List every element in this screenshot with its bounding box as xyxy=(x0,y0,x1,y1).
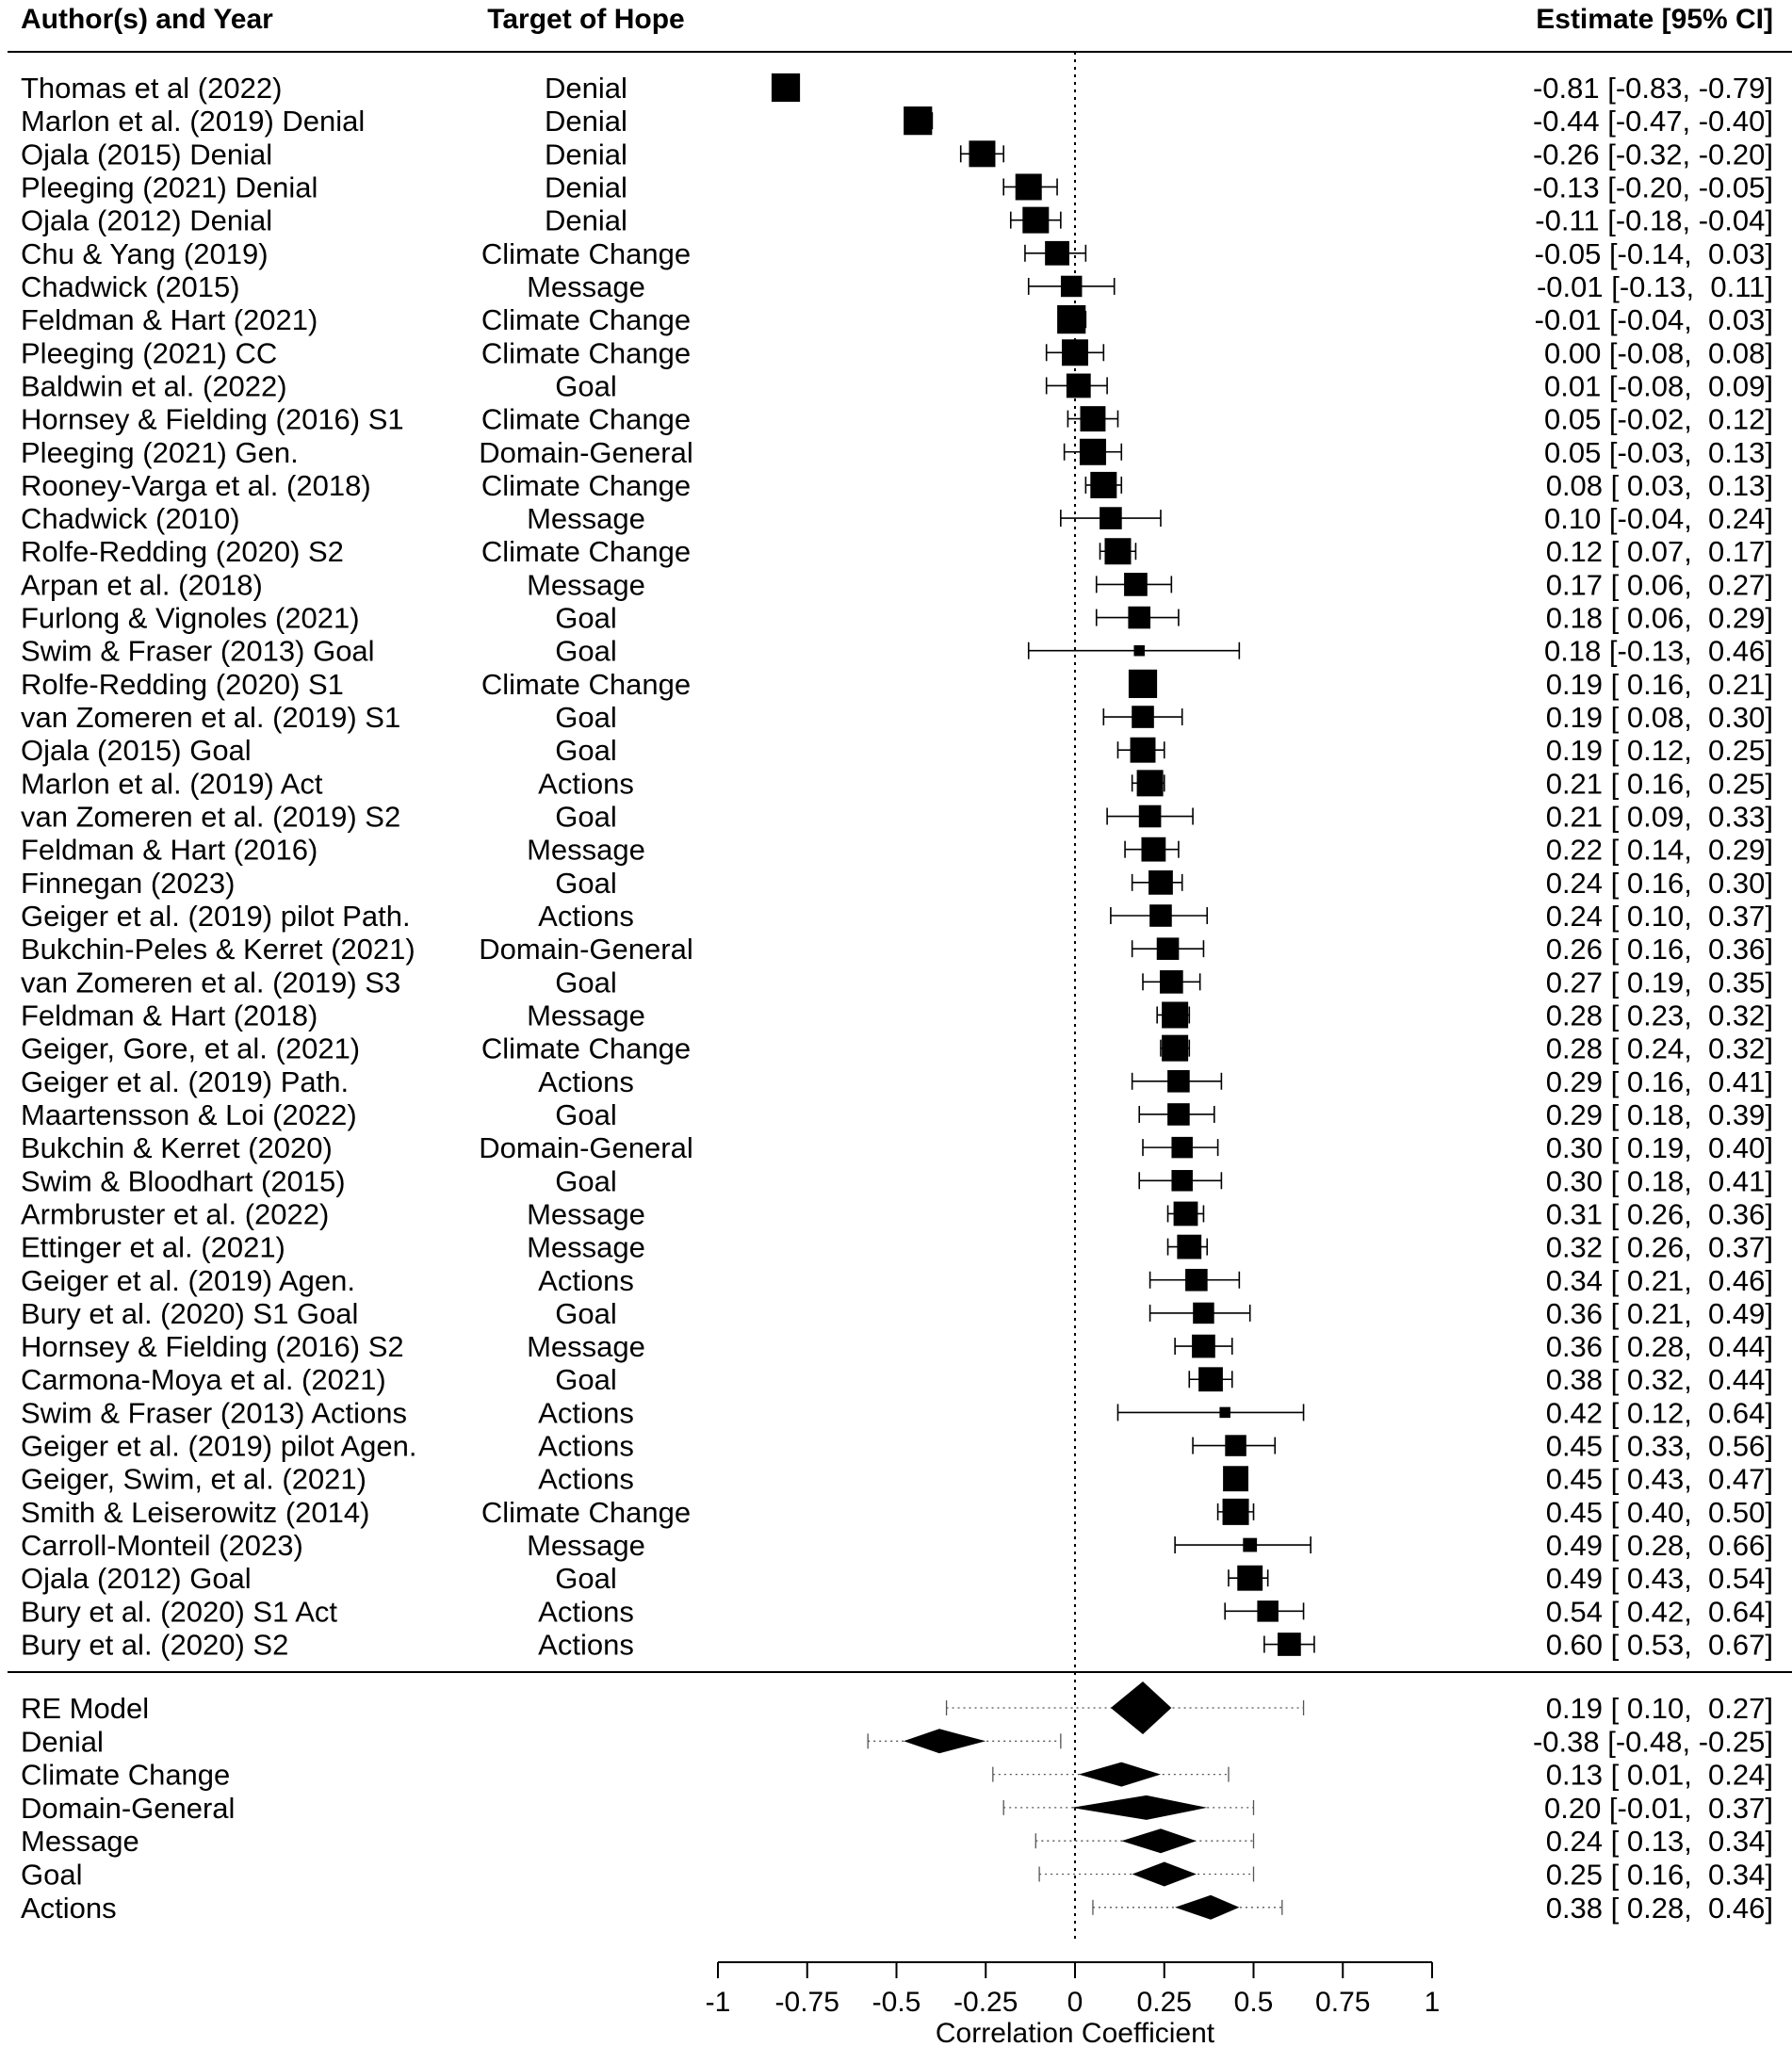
point-estimate xyxy=(1104,538,1131,564)
summary-estimate: 0.25 [ 0.16, 0.34] xyxy=(1545,1858,1773,1892)
study-estimate: 0.08 [ 0.03, 0.13] xyxy=(1545,468,1773,502)
study-estimate: 0.18 [ 0.06, 0.29] xyxy=(1545,601,1773,635)
point-estimate xyxy=(1045,241,1069,266)
point-estimate xyxy=(1192,1335,1215,1358)
study-target: Goal xyxy=(555,601,617,635)
study-target: Actions xyxy=(538,767,634,801)
study-estimate: 0.00 [-0.08, 0.08] xyxy=(1543,336,1773,370)
study-author: Rolfe-Redding (2020) S2 xyxy=(21,535,344,569)
study-author: Swim & Bloodhart (2015) xyxy=(21,1164,346,1198)
point-estimate xyxy=(1124,573,1148,596)
x-tick-label: 0 xyxy=(1067,1987,1083,2018)
study-estimate: -0.01 [-0.13, 0.11] xyxy=(1536,269,1773,303)
study-target: Denial xyxy=(545,171,627,204)
study-author: Ojala (2012) Denial xyxy=(21,203,273,237)
study-target: Message xyxy=(527,833,645,867)
study-estimate: 0.36 [ 0.28, 0.44] xyxy=(1545,1330,1773,1364)
point-estimate xyxy=(1171,1170,1193,1192)
study-estimate: 0.45 [ 0.40, 0.50] xyxy=(1545,1495,1773,1529)
header-target: Target of Hope xyxy=(487,4,685,35)
study-target: Denial xyxy=(545,72,627,105)
point-estimate xyxy=(1237,1566,1263,1591)
study-estimate: 0.28 [ 0.23, 0.32] xyxy=(1545,999,1773,1032)
study-estimate: 0.45 [ 0.43, 0.47] xyxy=(1545,1462,1773,1496)
point-estimate xyxy=(1022,207,1049,234)
study-author: Feldman & Hart (2018) xyxy=(21,999,318,1032)
study-target: Climate Change xyxy=(481,402,692,436)
study-estimate: 0.18 [-0.13, 0.46] xyxy=(1543,634,1773,668)
study-author: Pleeging (2021) CC xyxy=(21,336,278,370)
study-author: Baldwin et al. (2022) xyxy=(21,369,287,403)
study-estimate: 0.24 [ 0.10, 0.37] xyxy=(1545,900,1773,933)
study-author: Finnegan (2023) xyxy=(21,866,236,900)
study-estimate: -0.01 [-0.04, 0.03] xyxy=(1534,303,1773,337)
point-estimate xyxy=(1223,1466,1248,1491)
study-target: Message xyxy=(527,1330,645,1364)
study-author: Swim & Fraser (2013) Goal xyxy=(21,634,375,668)
point-estimate xyxy=(1137,770,1164,796)
study-estimate: 0.31 [ 0.26, 0.36] xyxy=(1545,1197,1773,1231)
study-estimate: -0.81 [-0.83, -0.79] xyxy=(1532,72,1773,105)
x-tick-label: 0.25 xyxy=(1136,1987,1192,2018)
study-estimate: 0.26 [ 0.16, 0.36] xyxy=(1545,933,1773,967)
study-author: Ojala (2015) Goal xyxy=(21,734,252,768)
point-estimate xyxy=(1061,276,1083,298)
study-author: Geiger, Swim, et al. (2021) xyxy=(21,1462,367,1496)
point-estimate xyxy=(1174,1202,1198,1227)
point-estimate xyxy=(1243,1538,1257,1552)
point-estimate xyxy=(904,106,932,135)
study-estimate: 0.38 [ 0.32, 0.44] xyxy=(1545,1363,1773,1397)
point-estimate xyxy=(1257,1600,1279,1622)
study-target: Denial xyxy=(545,138,627,171)
study-target: Climate Change xyxy=(481,1495,692,1529)
study-author: Bukchin & Kerret (2020) xyxy=(21,1131,333,1165)
study-estimate: 0.10 [-0.04, 0.24] xyxy=(1543,502,1773,536)
study-author: Carmona-Moya et al. (2021) xyxy=(21,1363,386,1397)
summary-name: Climate Change xyxy=(21,1758,231,1792)
study-author: Rolfe-Redding (2020) S1 xyxy=(21,667,344,701)
point-estimate xyxy=(1139,805,1162,828)
point-estimate xyxy=(1080,439,1106,465)
summary-name: Denial xyxy=(21,1725,104,1759)
study-estimate: 0.30 [ 0.19, 0.40] xyxy=(1545,1131,1773,1165)
study-target: Actions xyxy=(538,1429,634,1463)
study-target: Actions xyxy=(538,1396,634,1430)
point-estimate xyxy=(1185,1269,1208,1292)
summary-name: Message xyxy=(21,1825,139,1859)
study-estimate: 0.19 [ 0.12, 0.25] xyxy=(1545,734,1773,768)
study-target: Goal xyxy=(555,369,617,403)
study-target: Actions xyxy=(538,1064,634,1098)
point-estimate xyxy=(1223,1499,1249,1525)
study-estimate: -0.11 [-0.18, -0.04] xyxy=(1535,203,1773,237)
point-estimate xyxy=(1167,1070,1190,1093)
point-estimate xyxy=(1132,706,1154,728)
summary-estimate: 0.20 [-0.01, 0.37] xyxy=(1543,1791,1773,1825)
point-estimate xyxy=(1131,738,1156,763)
point-estimate xyxy=(1198,1367,1223,1391)
study-estimate: 0.01 [-0.08, 0.09] xyxy=(1543,369,1773,403)
study-target: Goal xyxy=(555,1363,617,1397)
study-estimate: 0.60 [ 0.53, 0.67] xyxy=(1545,1628,1773,1662)
study-target: Goal xyxy=(555,966,617,999)
study-target: Goal xyxy=(555,634,617,668)
study-target: Domain-General xyxy=(479,435,693,469)
point-estimate xyxy=(1193,1303,1214,1324)
study-author: Marlon et al. (2019) Denial xyxy=(21,105,366,138)
study-estimate: -0.26 [-0.32, -0.20] xyxy=(1532,138,1773,171)
study-author: Armbruster et al. (2022) xyxy=(21,1197,330,1231)
study-target: Message xyxy=(527,568,645,602)
study-author: Pleeging (2021) Denial xyxy=(21,171,318,204)
study-target: Goal xyxy=(555,1296,617,1330)
study-estimate: 0.49 [ 0.43, 0.54] xyxy=(1545,1562,1773,1596)
study-author: van Zomeren et al. (2019) S2 xyxy=(21,800,401,834)
summary-estimate: -0.38 [-0.48, -0.25] xyxy=(1532,1725,1773,1759)
study-author: Chadwick (2015) xyxy=(21,269,240,303)
study-author: Rooney-Varga et al. (2018) xyxy=(21,468,371,502)
study-estimate: 0.49 [ 0.28, 0.66] xyxy=(1545,1529,1773,1563)
summary-estimate: 0.38 [ 0.28, 0.46] xyxy=(1545,1891,1773,1925)
study-target: Message xyxy=(527,999,645,1032)
study-author: Geiger et al. (2019) pilot Path. xyxy=(21,900,411,933)
point-estimate xyxy=(1171,1137,1193,1159)
point-estimate xyxy=(1100,507,1122,529)
study-author: Ettinger et al. (2021) xyxy=(21,1230,285,1264)
study-estimate: 0.21 [ 0.09, 0.33] xyxy=(1545,800,1773,834)
x-tick-label: -1 xyxy=(705,1987,731,2018)
study-estimate: 0.36 [ 0.21, 0.49] xyxy=(1545,1296,1773,1330)
summary-estimate: 0.19 [ 0.10, 0.27] xyxy=(1545,1692,1773,1725)
study-estimate: 0.29 [ 0.16, 0.41] xyxy=(1545,1064,1773,1098)
study-target: Goal xyxy=(555,1562,617,1596)
point-estimate xyxy=(969,140,995,167)
point-estimate xyxy=(1133,645,1145,657)
study-target: Message xyxy=(527,269,645,303)
study-target: Actions xyxy=(538,1595,634,1629)
study-target: Denial xyxy=(545,105,627,138)
study-estimate: 0.45 [ 0.33, 0.56] xyxy=(1545,1429,1773,1463)
summary-name: Actions xyxy=(21,1891,117,1925)
x-tick-label: 1 xyxy=(1424,1987,1441,2018)
study-target: Climate Change xyxy=(481,667,692,701)
point-estimate xyxy=(1149,904,1172,927)
study-target: Message xyxy=(527,502,645,536)
study-author: Bury et al. (2020) S1 Act xyxy=(21,1595,338,1629)
study-estimate: 0.27 [ 0.19, 0.35] xyxy=(1545,966,1773,999)
study-estimate: 0.12 [ 0.07, 0.17] xyxy=(1545,535,1773,569)
study-estimate: 0.54 [ 0.42, 0.64] xyxy=(1545,1595,1773,1629)
study-estimate: -0.13 [-0.20, -0.05] xyxy=(1532,171,1773,204)
summary-name: Goal xyxy=(21,1858,83,1892)
point-estimate xyxy=(1067,374,1091,398)
study-author: Smith & Leiserowitz (2014) xyxy=(21,1495,370,1529)
study-target: Message xyxy=(527,1529,645,1563)
study-author: Feldman & Hart (2016) xyxy=(21,833,318,867)
summary-estimate: 0.13 [ 0.01, 0.24] xyxy=(1545,1758,1773,1792)
study-target: Climate Change xyxy=(481,303,692,337)
study-author: Ojala (2015) Denial xyxy=(21,138,273,171)
point-estimate xyxy=(1177,1235,1201,1259)
study-author: Carroll-Monteil (2023) xyxy=(21,1529,303,1563)
study-estimate: 0.34 [ 0.21, 0.46] xyxy=(1545,1263,1773,1297)
study-author: Geiger et al. (2019) Path. xyxy=(21,1064,350,1098)
study-estimate: -0.44 [-0.47, -0.40] xyxy=(1532,105,1773,138)
study-target: Message xyxy=(527,1230,645,1264)
study-author: Chu & Yang (2019) xyxy=(21,236,269,270)
x-tick-label: -0.75 xyxy=(774,1987,839,2018)
study-author: Arpan et al. (2018) xyxy=(21,568,263,602)
study-estimate: 0.28 [ 0.24, 0.32] xyxy=(1545,1032,1773,1065)
study-estimate: 0.05 [-0.03, 0.13] xyxy=(1543,435,1773,469)
point-estimate xyxy=(1057,305,1085,333)
study-estimate: 0.19 [ 0.08, 0.30] xyxy=(1545,701,1773,735)
study-target: Actions xyxy=(538,900,634,933)
study-author: Geiger, Gore, et al. (2021) xyxy=(21,1032,361,1065)
study-target: Climate Change xyxy=(481,236,692,270)
study-estimate: 0.19 [ 0.16, 0.21] xyxy=(1545,667,1773,701)
study-author: Geiger et al. (2019) pilot Agen. xyxy=(21,1429,417,1463)
study-author: Bukchin-Peles & Kerret (2021) xyxy=(21,933,415,967)
point-estimate xyxy=(1128,607,1150,629)
study-author: Pleeging (2021) Gen. xyxy=(21,435,299,469)
point-estimate xyxy=(1062,339,1088,366)
point-estimate xyxy=(1157,937,1180,960)
header-estimate: Estimate [95% CI] xyxy=(1536,4,1773,35)
study-target: Actions xyxy=(538,1263,634,1297)
x-tick-label: 0.75 xyxy=(1315,1987,1371,2018)
study-target: Denial xyxy=(545,203,627,237)
study-target: Domain-General xyxy=(479,1131,693,1165)
study-estimate: -0.05 [-0.14, 0.03] xyxy=(1534,236,1773,270)
study-estimate: 0.21 [ 0.16, 0.25] xyxy=(1545,767,1773,801)
study-estimate: 0.24 [ 0.16, 0.30] xyxy=(1545,866,1773,900)
point-estimate xyxy=(1141,837,1165,862)
study-target: Actions xyxy=(538,1628,634,1662)
study-estimate: 0.29 [ 0.18, 0.39] xyxy=(1545,1097,1773,1131)
point-estimate xyxy=(1162,1001,1188,1028)
study-author: Bury et al. (2020) S1 Goal xyxy=(21,1296,359,1330)
study-target: Goal xyxy=(555,734,617,768)
x-tick-label: -0.5 xyxy=(872,1987,921,2018)
point-estimate xyxy=(1090,472,1116,498)
study-target: Goal xyxy=(555,1164,617,1198)
study-author: Chadwick (2010) xyxy=(21,502,240,536)
study-estimate: 0.17 [ 0.06, 0.27] xyxy=(1545,568,1773,602)
study-author: Swim & Fraser (2013) Actions xyxy=(21,1396,408,1430)
study-estimate: 0.05 [-0.02, 0.12] xyxy=(1543,402,1773,436)
study-author: Bury et al. (2020) S2 xyxy=(21,1628,289,1662)
x-tick-label: -0.25 xyxy=(953,1987,1018,2018)
study-author: Geiger et al. (2019) Agen. xyxy=(21,1263,356,1297)
study-target: Actions xyxy=(538,1462,634,1496)
point-estimate xyxy=(1149,870,1173,895)
point-estimate xyxy=(1160,970,1183,994)
study-target: Goal xyxy=(555,701,617,735)
study-target: Goal xyxy=(555,866,617,900)
study-target: Climate Change xyxy=(481,336,692,370)
study-author: van Zomeren et al. (2019) S3 xyxy=(21,966,401,999)
point-estimate xyxy=(1081,406,1106,431)
point-estimate xyxy=(1162,1035,1188,1062)
study-author: Furlong & Vignoles (2021) xyxy=(21,601,360,635)
study-target: Goal xyxy=(555,1097,617,1131)
point-estimate xyxy=(772,73,800,102)
point-estimate xyxy=(1225,1435,1246,1456)
study-target: Climate Change xyxy=(481,535,692,569)
point-estimate xyxy=(1016,173,1042,200)
study-target: Climate Change xyxy=(481,468,692,502)
study-target: Climate Change xyxy=(481,1032,692,1065)
study-estimate: 0.30 [ 0.18, 0.41] xyxy=(1545,1164,1773,1198)
x-tick-label: 0.5 xyxy=(1233,1987,1274,2018)
summary-estimate: 0.24 [ 0.13, 0.34] xyxy=(1545,1825,1773,1859)
summary-name: Domain-General xyxy=(21,1791,236,1825)
point-estimate xyxy=(1167,1103,1190,1126)
summary-name: RE Model xyxy=(21,1692,150,1725)
study-author: Maartensson & Loi (2022) xyxy=(21,1097,357,1131)
study-target: Domain-General xyxy=(479,933,693,967)
study-author: van Zomeren et al. (2019) S1 xyxy=(21,701,401,735)
study-author: Ojala (2012) Goal xyxy=(21,1562,252,1596)
header-author: Author(s) and Year xyxy=(21,4,273,35)
point-estimate xyxy=(1219,1407,1230,1419)
point-estimate xyxy=(1129,670,1157,698)
study-author: Feldman & Hart (2021) xyxy=(21,303,318,337)
study-estimate: 0.22 [ 0.14, 0.29] xyxy=(1545,833,1773,867)
x-axis-label: Correlation Coefficient xyxy=(935,2018,1215,2047)
point-estimate xyxy=(1278,1633,1301,1656)
study-author: Hornsey & Fielding (2016) S2 xyxy=(21,1330,404,1364)
study-author: Thomas et al (2022) xyxy=(21,72,283,105)
study-author: Marlon et al. (2019) Act xyxy=(21,767,323,801)
study-estimate: 0.42 [ 0.12, 0.64] xyxy=(1545,1396,1773,1430)
study-author: Hornsey & Fielding (2016) S1 xyxy=(21,402,404,436)
study-estimate: 0.32 [ 0.26, 0.37] xyxy=(1545,1230,1773,1264)
study-target: Message xyxy=(527,1197,645,1231)
study-target: Goal xyxy=(555,800,617,834)
